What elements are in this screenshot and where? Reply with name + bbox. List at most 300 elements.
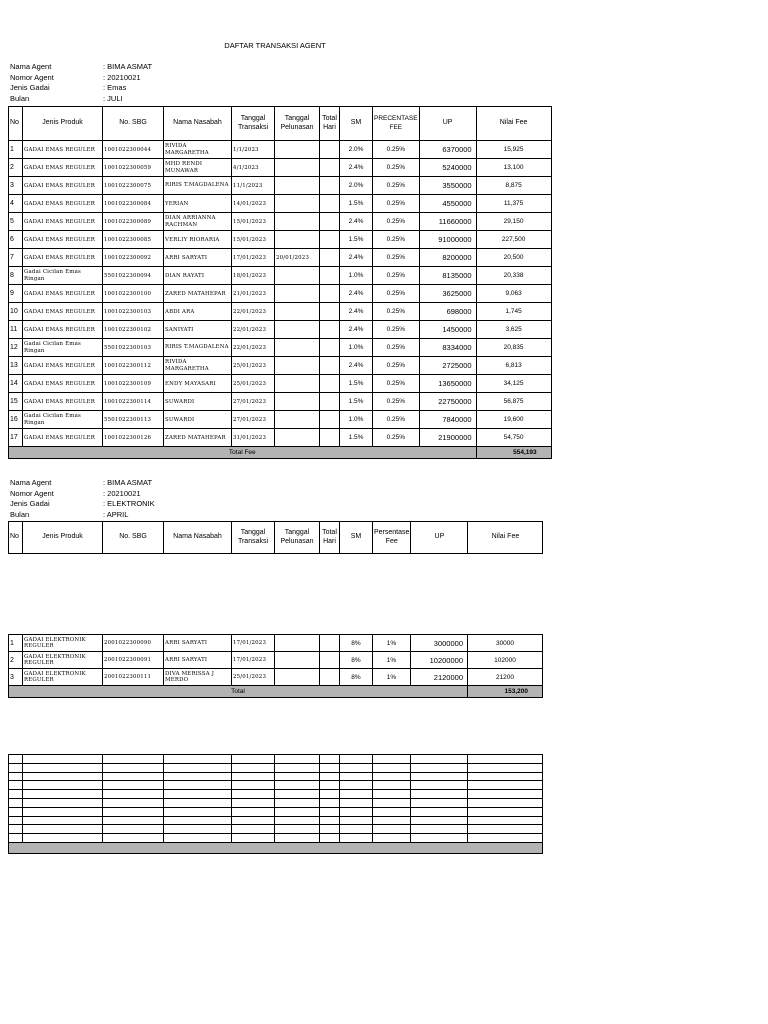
- empty-row: [9, 781, 543, 790]
- fee-value-cell: 20,338: [476, 267, 551, 285]
- empty-cell: [320, 755, 340, 764]
- empty-cell: [9, 834, 23, 843]
- total-days-cell: [320, 411, 340, 429]
- empty-cell: [373, 834, 411, 843]
- col-header: SM: [340, 107, 373, 141]
- empty-cell: [340, 807, 373, 816]
- table-row: [9, 411, 552, 429]
- settlement-date-cell: [275, 321, 320, 339]
- fee-value-cell: 15,925: [476, 141, 551, 159]
- row-number: 8: [9, 267, 23, 285]
- fee-value-cell: 34,125: [476, 375, 551, 393]
- sm-cell: 8%: [340, 669, 373, 686]
- customer-cell: RIVIDA MARGARETHA: [164, 141, 232, 159]
- product-cell: GADAI EMAS REGULER: [23, 177, 103, 195]
- row-number: 3: [9, 177, 23, 195]
- table-row: [9, 303, 552, 321]
- fee-percent-cell: 0.25%: [373, 285, 420, 303]
- transaction-date-cell: 4/1/2023: [232, 159, 275, 177]
- settlement-date-cell: [275, 213, 320, 231]
- empty-cell: [232, 755, 275, 764]
- empty-cell: [232, 825, 275, 834]
- table-header-row: [9, 107, 552, 141]
- table-row: [9, 429, 552, 447]
- col-header: Total Hari: [320, 522, 340, 554]
- empty-cell: [320, 816, 340, 825]
- fee-value-cell: 13,100: [476, 159, 551, 177]
- empty-total-row: [9, 842, 543, 853]
- empty-cell: [320, 772, 340, 781]
- transaction-date-cell: 27/01/2023: [232, 411, 275, 429]
- total-days-cell: [320, 231, 340, 249]
- total-days-cell: [320, 159, 340, 177]
- settlement-date-cell: 20/01/2023: [275, 249, 320, 267]
- row-number: 5: [9, 213, 23, 231]
- fee-percent-cell: 0.25%: [373, 321, 420, 339]
- empty-cell: [164, 816, 232, 825]
- fee-percent-cell: 1%: [373, 652, 411, 669]
- empty-cell: [232, 772, 275, 781]
- info-label: Nama Agent: [10, 62, 52, 71]
- empty-cell: [23, 763, 103, 772]
- empty-row: [9, 807, 543, 816]
- fee-value-cell: 3,625: [476, 321, 551, 339]
- col-header: No. SBG: [103, 107, 164, 141]
- transaction-table-elektronik-header: [8, 521, 543, 554]
- product-cell: GADAI EMAS REGULER: [23, 141, 103, 159]
- empty-cell: [9, 772, 23, 781]
- row-number: 4: [9, 195, 23, 213]
- customer-cell: VERLIY RIORARIA: [164, 231, 232, 249]
- fee-value-cell: 11,375: [476, 195, 551, 213]
- total-days-cell: [320, 141, 340, 159]
- empty-cell: [340, 781, 373, 790]
- total-days-cell: [320, 393, 340, 411]
- settlement-date-cell: [275, 635, 320, 652]
- empty-cell: [411, 763, 468, 772]
- fee-value-cell: 21200: [468, 669, 543, 686]
- product-cell: GADAI EMAS REGULER: [23, 213, 103, 231]
- table-row: [9, 267, 552, 285]
- info-value: : 20210021: [103, 488, 141, 498]
- total-days-cell: [320, 267, 340, 285]
- product-cell: GADAI EMAS REGULER: [23, 303, 103, 321]
- col-header: UP: [411, 522, 468, 554]
- empty-cell: [340, 790, 373, 799]
- empty-table: [8, 754, 543, 854]
- transaction-date-cell: 15/01/2023: [232, 213, 275, 231]
- sbg-cell: 5501022300103: [103, 339, 164, 357]
- sm-cell: 1.5%: [340, 231, 373, 249]
- empty-cell: [103, 781, 164, 790]
- up-cell: 3550000: [419, 177, 476, 195]
- customer-cell: DIVA MERISSA J MERDO: [164, 669, 232, 686]
- transaction-table-emas: [8, 106, 552, 459]
- transaction-date-cell: 17/01/2023: [232, 635, 275, 652]
- fee-percent-cell: 0.25%: [373, 375, 420, 393]
- fee-percent-cell: 0.25%: [373, 231, 420, 249]
- total-days-cell: [320, 321, 340, 339]
- product-cell: Gadai Cicilan Emas Ringan: [23, 411, 103, 429]
- transaction-date-cell: 25/01/2023: [232, 357, 275, 375]
- table-row: [9, 177, 552, 195]
- customer-cell: DIAN ARRIANNA RACHMAN: [164, 213, 232, 231]
- col-header: Nilai Fee: [476, 107, 551, 141]
- sm-cell: 2.0%: [340, 141, 373, 159]
- up-cell: 698000: [419, 303, 476, 321]
- transaction-date-cell: 18/01/2023: [232, 267, 275, 285]
- empty-cell: [275, 798, 320, 807]
- row-number: 9: [9, 285, 23, 303]
- product-cell: GADAI EMAS REGULER: [23, 285, 103, 303]
- empty-cell: [320, 781, 340, 790]
- total-days-cell: [320, 195, 340, 213]
- sm-cell: 2.4%: [340, 357, 373, 375]
- info-label: Jenis Gadai: [10, 83, 50, 92]
- fee-percent-cell: 0.25%: [373, 267, 420, 285]
- empty-cell: [411, 825, 468, 834]
- settlement-date-cell: [275, 393, 320, 411]
- product-cell: GADAI EMAS REGULER: [23, 195, 103, 213]
- empty-cell: [275, 834, 320, 843]
- info-label: Nomor Agent: [10, 488, 54, 498]
- up-cell: 1450000: [419, 321, 476, 339]
- col-header: Nilai Fee: [468, 522, 543, 554]
- settlement-date-cell: [275, 303, 320, 321]
- sbg-cell: 2001022300091: [103, 652, 164, 669]
- empty-cell: [232, 781, 275, 790]
- customer-cell: RIVIDA MARGARETHA: [164, 357, 232, 375]
- table-row: [9, 231, 552, 249]
- total-row: [9, 447, 552, 459]
- row-number: 11: [9, 321, 23, 339]
- fee-value-cell: 20,500: [476, 249, 551, 267]
- sm-cell: 8%: [340, 635, 373, 652]
- row-number: 1: [9, 635, 23, 652]
- empty-row: [9, 816, 543, 825]
- empty-cell: [320, 825, 340, 834]
- product-cell: Gadai Cicilan Emas Ringan: [23, 339, 103, 357]
- fee-percent-cell: 0.25%: [373, 141, 420, 159]
- sbg-cell: 5501022300113: [103, 411, 164, 429]
- product-cell: GADAI EMAS REGULER: [23, 375, 103, 393]
- empty-cell: [9, 763, 23, 772]
- sbg-cell: 1001022300103: [103, 303, 164, 321]
- sbg-cell: 1001022300109: [103, 375, 164, 393]
- empty-cell: [373, 807, 411, 816]
- customer-cell: SANIYATI: [164, 321, 232, 339]
- empty-cell: [373, 772, 411, 781]
- empty-cell: [320, 790, 340, 799]
- empty-cell: [164, 834, 232, 843]
- empty-cell: [373, 790, 411, 799]
- total-value: 153,200: [468, 686, 543, 698]
- up-cell: 6370000: [419, 141, 476, 159]
- fee-percent-cell: 0.25%: [373, 429, 420, 447]
- empty-row: [9, 834, 543, 843]
- empty-cell: [373, 825, 411, 834]
- empty-cell: [23, 807, 103, 816]
- total-days-cell: [320, 285, 340, 303]
- empty-cell: [340, 798, 373, 807]
- row-number: 10: [9, 303, 23, 321]
- product-cell: GADAI EMAS REGULER: [23, 357, 103, 375]
- sm-cell: 2.4%: [340, 249, 373, 267]
- transaction-date-cell: 1/1/2023: [232, 141, 275, 159]
- empty-cell: [340, 834, 373, 843]
- empty-cell: [9, 825, 23, 834]
- table-row: [9, 195, 552, 213]
- sbg-cell: 1001022300044: [103, 141, 164, 159]
- empty-cell: [9, 798, 23, 807]
- table-row: [9, 249, 552, 267]
- product-cell: GADAI EMAS REGULER: [23, 321, 103, 339]
- total-days-cell: [320, 429, 340, 447]
- empty-cell: [232, 816, 275, 825]
- empty-cell: [164, 772, 232, 781]
- fee-value-cell: 19,600: [476, 411, 551, 429]
- col-header: Tanggal Pelunasan: [275, 522, 320, 554]
- fee-value-cell: 6,813: [476, 357, 551, 375]
- info-label: Nama Agent: [10, 478, 52, 487]
- total-days-cell: [320, 303, 340, 321]
- customer-cell: ENDY MAYASARI: [164, 375, 232, 393]
- fee-value-cell: 102000: [468, 652, 543, 669]
- empty-cell: [373, 755, 411, 764]
- sm-cell: 2.4%: [340, 159, 373, 177]
- empty-cell: [23, 834, 103, 843]
- empty-cell: [9, 807, 23, 816]
- sbg-cell: 5501022300094: [103, 267, 164, 285]
- customer-cell: RIRIS T.MAGDALENA: [164, 339, 232, 357]
- transaction-date-cell: 17/01/2023: [232, 652, 275, 669]
- transaction-date-cell: 22/01/2023: [232, 339, 275, 357]
- col-header: Nama Nasabah: [164, 522, 232, 554]
- empty-cell: [340, 825, 373, 834]
- sbg-cell: 2001022300111: [103, 669, 164, 686]
- row-number: 16: [9, 411, 23, 429]
- product-cell: GADAI ELEKTRONIK REGULER: [23, 669, 103, 686]
- settlement-date-cell: [275, 177, 320, 195]
- empty-cell: [373, 816, 411, 825]
- total-label: Total Fee: [9, 447, 477, 459]
- empty-cell: [275, 781, 320, 790]
- total-days-cell: [320, 669, 340, 686]
- transaction-date-cell: 17/01/2023: [232, 249, 275, 267]
- customer-cell: SUWARDI: [164, 411, 232, 429]
- empty-cell: [9, 816, 23, 825]
- sbg-cell: 1001022300084: [103, 195, 164, 213]
- empty-cell: [275, 825, 320, 834]
- empty-cell: [468, 790, 543, 799]
- empty-cell: [373, 798, 411, 807]
- customer-cell: ABDI ARA: [164, 303, 232, 321]
- sbg-cell: 1001022300114: [103, 393, 164, 411]
- empty-cell: [232, 834, 275, 843]
- up-cell: 13650000: [419, 375, 476, 393]
- product-cell: GADAI EMAS REGULER: [23, 159, 103, 177]
- col-header: SM: [340, 522, 373, 554]
- sm-cell: 1.0%: [340, 411, 373, 429]
- empty-cell: [320, 807, 340, 816]
- table-row: [9, 652, 543, 669]
- empty-cell: [23, 816, 103, 825]
- total-days-cell: [320, 213, 340, 231]
- empty-cell: [164, 755, 232, 764]
- up-cell: 2120000: [411, 669, 468, 686]
- empty-row: [9, 825, 543, 834]
- empty-cell: [340, 763, 373, 772]
- sm-cell: 1.5%: [340, 429, 373, 447]
- empty-cell: [411, 772, 468, 781]
- product-cell: GADAI EMAS REGULER: [23, 249, 103, 267]
- row-number: 13: [9, 357, 23, 375]
- col-header: Tanggal Transaksi: [232, 522, 275, 554]
- total-row: [9, 686, 543, 698]
- up-cell: 21900000: [419, 429, 476, 447]
- empty-cell: [468, 798, 543, 807]
- up-cell: 22750000: [419, 393, 476, 411]
- sbg-cell: 1001022300102: [103, 321, 164, 339]
- table-row: [9, 285, 552, 303]
- product-cell: GADAI ELEKTRONIK REGULER: [23, 635, 103, 652]
- col-header: Jenis Produk: [23, 107, 103, 141]
- sbg-cell: 2001022300090: [103, 635, 164, 652]
- col-header: No: [9, 107, 23, 141]
- info-value: : BIMA ASMAT: [103, 62, 153, 71]
- empty-cell: [275, 755, 320, 764]
- empty-cell: [468, 763, 543, 772]
- transaction-date-cell: 14/01/2023: [232, 195, 275, 213]
- up-cell: 3000000: [411, 635, 468, 652]
- empty-cell: [411, 816, 468, 825]
- empty-cell: [468, 834, 543, 843]
- customer-cell: ZARED MATAHEPAR: [164, 429, 232, 447]
- col-header: Persentase Fee: [373, 522, 411, 554]
- transaction-date-cell: 21/01/2023: [232, 285, 275, 303]
- empty-cell: [275, 772, 320, 781]
- empty-cell: [23, 798, 103, 807]
- total-days-cell: [320, 177, 340, 195]
- col-header: PRECENTASE FEE: [373, 107, 420, 141]
- transaction-date-cell: 15/01/2023: [232, 231, 275, 249]
- sbg-cell: 1001022300126: [103, 429, 164, 447]
- table-row: [9, 141, 552, 159]
- sm-cell: 1.0%: [340, 267, 373, 285]
- empty-cell: [103, 807, 164, 816]
- settlement-date-cell: [275, 195, 320, 213]
- empty-cell: [411, 790, 468, 799]
- empty-cell: [468, 807, 543, 816]
- sbg-cell: 1001022300075: [103, 177, 164, 195]
- total-days-cell: [320, 357, 340, 375]
- up-cell: 8200000: [419, 249, 476, 267]
- fee-value-cell: 56,875: [476, 393, 551, 411]
- fee-value-cell: 8,875: [476, 177, 551, 195]
- sm-cell: 1.5%: [340, 195, 373, 213]
- empty-cell: [164, 825, 232, 834]
- sm-cell: 2.0%: [340, 177, 373, 195]
- fee-value-cell: 29,150: [476, 213, 551, 231]
- sbg-cell: 1001022300092: [103, 249, 164, 267]
- empty-cell: [164, 798, 232, 807]
- fee-value-cell: 54,750: [476, 429, 551, 447]
- sbg-cell: 1001022300089: [103, 213, 164, 231]
- info-label: Jenis Gadai: [10, 499, 50, 508]
- empty-cell: [232, 798, 275, 807]
- empty-cell: [320, 798, 340, 807]
- fee-percent-cell: 1%: [373, 669, 411, 686]
- sbg-cell: 1001022300112: [103, 357, 164, 375]
- fee-percent-cell: 1%: [373, 635, 411, 652]
- sbg-cell: 1001022300100: [103, 285, 164, 303]
- empty-cell: [340, 772, 373, 781]
- settlement-date-cell: [275, 429, 320, 447]
- empty-cell: [103, 825, 164, 834]
- empty-cell: [103, 772, 164, 781]
- empty-cell: [103, 798, 164, 807]
- sm-cell: 1.5%: [340, 375, 373, 393]
- total-days-cell: [320, 249, 340, 267]
- empty-cell: [320, 834, 340, 843]
- empty-row: [9, 755, 543, 764]
- up-cell: 7840000: [419, 411, 476, 429]
- customer-cell: MHD RENDI MUNAWAR: [164, 159, 232, 177]
- empty-cell: [320, 763, 340, 772]
- up-cell: 91000000: [419, 231, 476, 249]
- info-value: : BIMA ASMAT: [103, 478, 153, 487]
- empty-cell: [275, 763, 320, 772]
- fee-percent-cell: 0.25%: [373, 411, 420, 429]
- table-row: [9, 635, 543, 652]
- transaction-date-cell: 11/1/2023: [232, 177, 275, 195]
- empty-cell: [275, 807, 320, 816]
- settlement-date-cell: [275, 669, 320, 686]
- table-row: [9, 375, 552, 393]
- empty-cell: [411, 781, 468, 790]
- row-number: 14: [9, 375, 23, 393]
- row-number: 2: [9, 652, 23, 669]
- empty-row: [9, 790, 543, 799]
- up-cell: 8135000: [419, 267, 476, 285]
- col-header: No: [9, 522, 23, 554]
- sm-cell: 1.0%: [340, 339, 373, 357]
- up-cell: 2725000: [419, 357, 476, 375]
- empty-cell: [23, 772, 103, 781]
- customer-cell: ARRI SARYATI: [164, 249, 232, 267]
- up-cell: 10200000: [411, 652, 468, 669]
- empty-row: [9, 798, 543, 807]
- empty-cell: [103, 816, 164, 825]
- sm-cell: 8%: [340, 652, 373, 669]
- col-header: Total Hari: [320, 107, 340, 141]
- empty-cell: [9, 755, 23, 764]
- fee-percent-cell: 0.25%: [373, 339, 420, 357]
- empty-cell: [232, 807, 275, 816]
- total-days-cell: [320, 635, 340, 652]
- row-number: 2: [9, 159, 23, 177]
- fee-percent-cell: 0.25%: [373, 213, 420, 231]
- sbg-cell: 1001022300085: [103, 231, 164, 249]
- customer-cell: ARRI SARYATI: [164, 635, 232, 652]
- table-row: [9, 669, 543, 686]
- up-cell: 5240000: [419, 159, 476, 177]
- fee-percent-cell: 0.25%: [373, 393, 420, 411]
- fee-value-cell: 20,835: [476, 339, 551, 357]
- settlement-date-cell: [275, 339, 320, 357]
- empty-total-cell: [9, 842, 543, 853]
- table-row: [9, 213, 552, 231]
